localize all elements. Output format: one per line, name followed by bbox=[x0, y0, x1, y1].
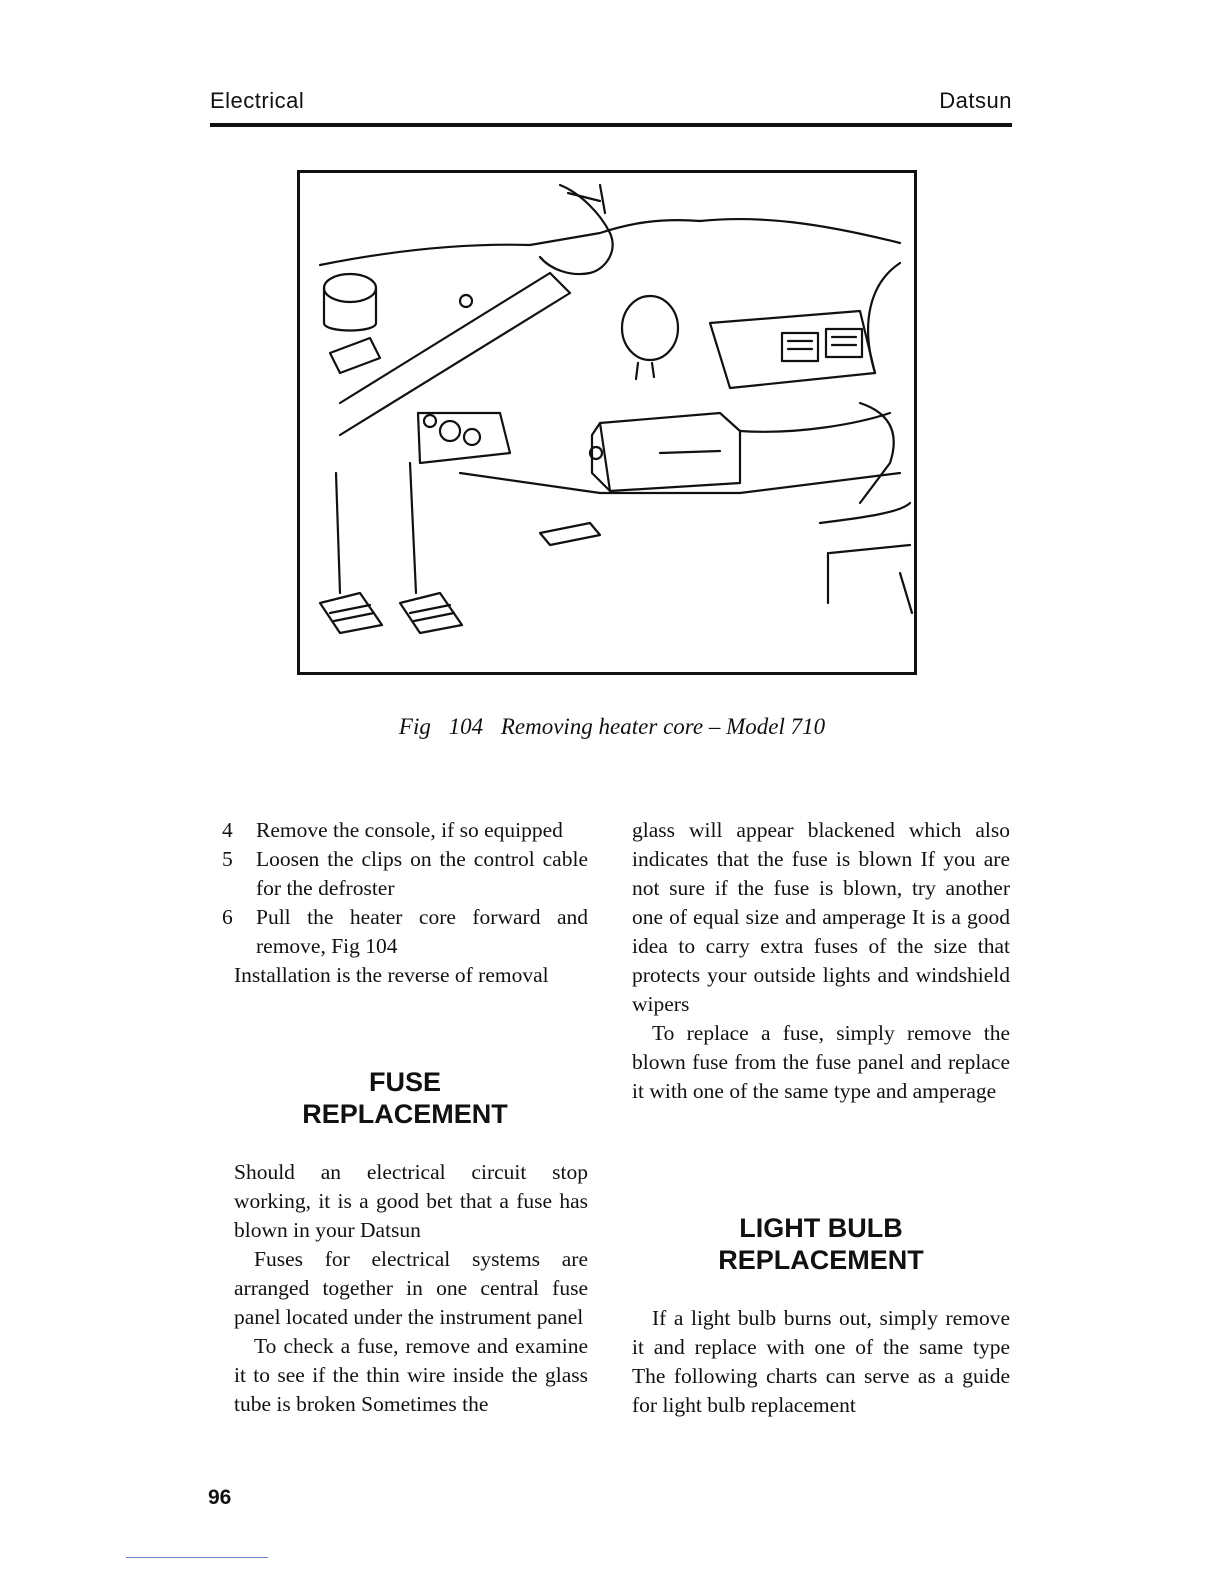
removed-cover bbox=[540, 523, 600, 545]
fuse-paragraph: To check a fuse, remove and examine it to see if the thin wire inside the glass tube is broken Sometimes the bbox=[234, 1334, 588, 1416]
fuse-paragraph: Fuses for electrical systems are arranged together in one central fuse panel located under the instrument panel bbox=[234, 1247, 588, 1329]
figure-frame bbox=[297, 170, 917, 675]
fuse-replace-paragraph: To replace a fuse, simply remove the blown fuse from the fuse panel and replace it with one of the same type and amperage bbox=[632, 1021, 1010, 1103]
step-number: 5 bbox=[222, 847, 233, 871]
step-item bbox=[222, 845, 588, 903]
steering-column bbox=[340, 273, 550, 403]
fuse-title-line2: REPLACEMENT bbox=[302, 1099, 508, 1129]
step-item bbox=[222, 816, 588, 845]
step-item bbox=[222, 903, 588, 961]
steps-list bbox=[222, 816, 588, 990]
installation-note: Installation is the reverse of removal bbox=[234, 963, 549, 987]
bulb-section-body bbox=[632, 1304, 1010, 1420]
fuse-paragraph: Should an electrical circuit stop working, it is a good bet that a fuse has blown in your Datsun bbox=[234, 1160, 588, 1242]
fuse-section-title bbox=[222, 1066, 588, 1130]
bulb-paragraph: If a light bulb burns out, simply remove it and replace with one of the same type The following charts can serve as a guide for light bulb replacement bbox=[632, 1306, 1010, 1417]
step-number: 4 bbox=[222, 818, 233, 842]
footer-rule bbox=[126, 1557, 268, 1558]
brake-pedal-arm bbox=[336, 473, 340, 593]
figure-caption bbox=[0, 714, 1224, 740]
caption-label: Fig bbox=[398, 714, 431, 739]
fuse-continued-paragraph: glass will appear blackened which also indicates that the fuse is blown If you are not sure if the fuse is blown, try another one of equal size and amperage It is a good idea to carry extra fuses of the size that protects your outside lights and windshield wipers bbox=[632, 818, 1010, 1016]
caption-text: Removing heater core – Model 710 bbox=[500, 714, 826, 739]
bulb-title-line2: REPLACEMENT bbox=[718, 1245, 924, 1275]
bulb-section-title bbox=[632, 1212, 1010, 1276]
step-text: Loosen the clips on the control cable for the defroster bbox=[256, 847, 588, 900]
step-text: Remove the console, if so equipped bbox=[256, 818, 563, 842]
running-header-section: Electrical bbox=[210, 88, 305, 113]
left-canister bbox=[324, 274, 376, 302]
dashboard-edge bbox=[320, 220, 700, 265]
heater-core-illustration bbox=[300, 173, 914, 672]
step-text: Pull the heater core forward and remove, Fig 104 bbox=[256, 905, 588, 958]
running-header-make: Datsun bbox=[939, 88, 1012, 113]
bulb-title-line1: LIGHT BULB bbox=[739, 1213, 903, 1243]
blower-motor bbox=[622, 296, 678, 360]
step-number: 6 bbox=[222, 905, 233, 929]
caption-number: 104 bbox=[448, 714, 484, 739]
fuse-title-line1: FUSE bbox=[368, 1067, 441, 1097]
right-column-body bbox=[632, 816, 1010, 1106]
fuse-section-body bbox=[234, 1158, 588, 1419]
page-number: 96 bbox=[208, 1486, 232, 1509]
header-rule bbox=[210, 123, 1012, 127]
